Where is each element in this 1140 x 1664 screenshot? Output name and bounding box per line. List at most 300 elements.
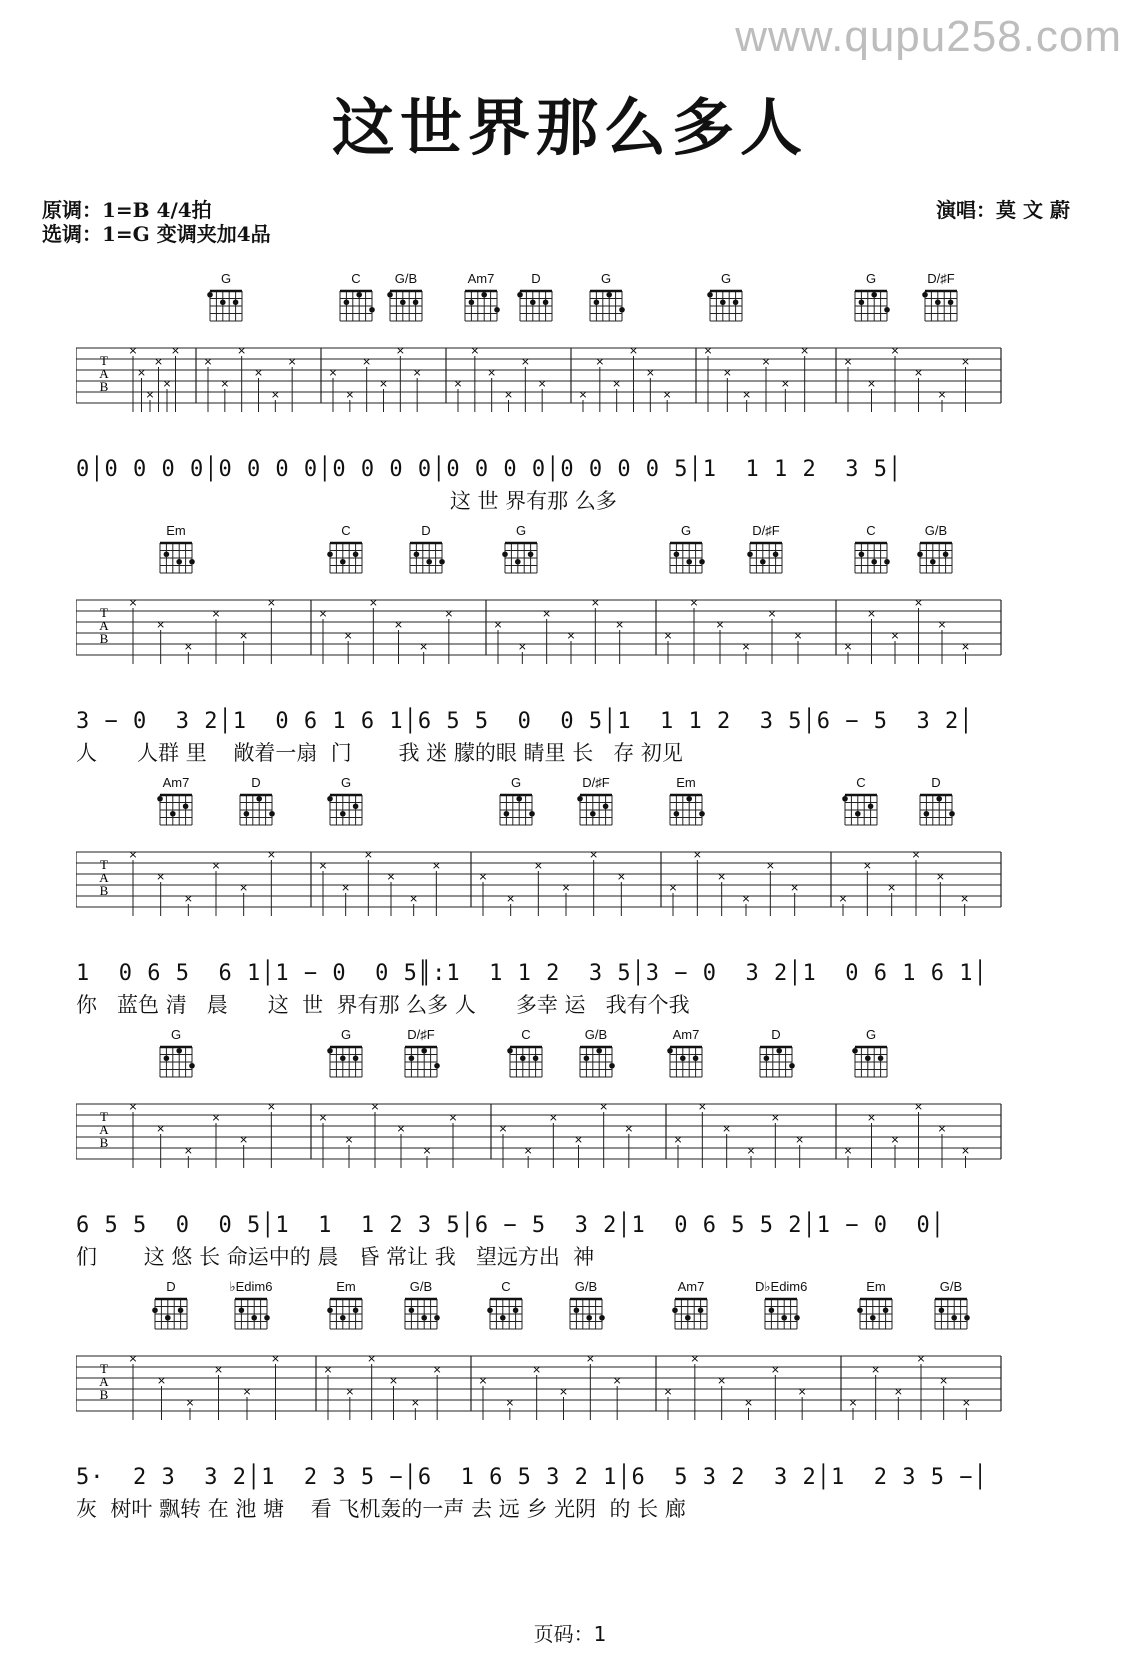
tab-mark: ×	[690, 1352, 700, 1365]
chord-grid	[236, 791, 276, 827]
chord-grid	[576, 791, 616, 827]
tab-mark: ×	[341, 881, 351, 894]
chord-name: G	[170, 1027, 182, 1042]
tab-mark: ×	[663, 629, 673, 642]
tab-staff	[76, 344, 1061, 414]
tab-mark: ×	[162, 377, 172, 390]
chord-grid	[666, 1043, 706, 1079]
tab-mark: ×	[866, 607, 877, 620]
page-number: 页码：1	[533, 1622, 607, 1646]
tab-mark: ×	[573, 1133, 584, 1146]
chord-grid	[916, 539, 956, 575]
chord-grid	[156, 791, 196, 827]
tab-mark: ×	[843, 355, 853, 368]
chord-name: G	[865, 271, 877, 286]
chord-diagram	[480, 1280, 532, 1331]
tab-mark: ×	[211, 859, 221, 872]
chord-diagram	[150, 1028, 202, 1079]
tab-mark: ×	[589, 848, 599, 861]
tab-mark: ×	[156, 618, 166, 631]
tab-mark: ×	[585, 1352, 595, 1365]
note-numbers: 5· 2 3 3 2│1 2 3 5 −│6 1 6 5 3 2 1│6 5 3 2 3 2│1 2 3 5 −│	[76, 1465, 988, 1490]
chord-name: D/♯F	[752, 523, 780, 538]
chord-diagram	[150, 524, 202, 575]
tab-clef-letter: A	[99, 1374, 109, 1389]
original-key: 原调：1=B 4/4拍	[42, 198, 212, 222]
chord-grid	[326, 1295, 366, 1331]
tab-mark: ×	[253, 366, 264, 379]
tab-mark: ×	[318, 607, 328, 620]
chord-grid	[851, 539, 891, 575]
chord-grid	[326, 791, 366, 827]
chord-name: D	[531, 271, 541, 286]
chord-grid	[916, 791, 956, 827]
chord-name: D	[771, 1027, 781, 1042]
tab-mark: ×	[916, 1352, 926, 1365]
chord-name: C	[856, 775, 866, 790]
chord-diagram	[380, 272, 432, 323]
chord-grid	[576, 1043, 616, 1079]
lyrics: 灰 树叶 飘转 在 池 塘 看 飞机轰的一声 去 远 乡 光阴 的 长 廊	[76, 1497, 686, 1521]
chord-name: G/B	[924, 523, 948, 538]
chord-diagram	[200, 272, 252, 323]
tab-mark: ×	[239, 1133, 249, 1146]
numbered-notation	[76, 956, 1061, 992]
chord-name: D/♯F	[407, 1027, 435, 1042]
tab-mark: ×	[395, 344, 405, 357]
chord-grid	[326, 1043, 366, 1079]
score-system	[76, 1280, 1061, 1540]
chord-grid	[851, 287, 891, 323]
tab-mark: ×	[266, 1100, 276, 1113]
chord-name: Em	[676, 775, 696, 790]
chord-name: G	[865, 1027, 877, 1042]
chord-name: D	[931, 775, 941, 790]
tab-clef-letter: T	[100, 605, 108, 620]
tab-clef-letter: A	[99, 1122, 109, 1137]
tab-mark: ×	[533, 859, 543, 872]
chord-grid	[586, 287, 626, 323]
tab-mark: ×	[697, 1100, 707, 1113]
numbered-notation	[76, 1208, 1061, 1244]
lyrics: 你 蓝色 清 晨 这 世 界有那 么多 人 多幸 运 我有个我	[76, 993, 690, 1017]
tab-mark: ×	[503, 388, 514, 401]
chord-grid	[206, 287, 246, 323]
tab-mark: ×	[561, 881, 571, 894]
chord-grid	[931, 1295, 971, 1331]
tab-mark: ×	[795, 1133, 805, 1146]
chord-grid	[501, 539, 541, 575]
score-system	[76, 524, 1061, 784]
tab-mark: ×	[887, 881, 897, 894]
numbered-notation	[76, 1460, 1061, 1496]
tab-mark: ×	[578, 388, 588, 401]
chord-name: G/B	[394, 271, 418, 286]
chord-diagram	[395, 1028, 447, 1079]
note-numbers: 0│0 0 0 0│0 0 0 0│0 0 0 0│0 0 0 0│0 0 0 0 5│1 1 1 2 3 5│	[76, 457, 903, 482]
tab-mark: ×	[183, 640, 193, 653]
tab-mark: ×	[866, 377, 877, 390]
chord-diagram	[910, 524, 962, 575]
chord-diagram	[700, 272, 752, 323]
tab-mark: ×	[498, 1122, 508, 1135]
tab-mark: ×	[318, 859, 328, 872]
chord-diagram	[495, 524, 547, 575]
tab-mark: ×	[662, 388, 672, 401]
tab-mark: ×	[542, 607, 552, 620]
tab-clef-letter: B	[99, 1387, 109, 1402]
chord-grid	[756, 1043, 796, 1079]
chord-diagram	[660, 776, 712, 827]
tab-mark: ×	[767, 607, 777, 620]
tab-mark: ×	[370, 1100, 380, 1113]
chord-diagram	[395, 1280, 447, 1331]
tab-mark: ×	[689, 596, 699, 609]
tab-mark: ×	[128, 848, 138, 861]
chord-name: G	[510, 775, 522, 790]
tab-mark: ×	[211, 607, 221, 620]
tab-mark: ×	[612, 377, 622, 390]
chord-name: D	[421, 523, 431, 538]
tab-mark: ×	[410, 1396, 420, 1409]
tab-mark: ×	[937, 618, 947, 631]
chord-name: G	[340, 1027, 352, 1042]
chord-diagram	[845, 1028, 897, 1079]
chord-grid	[326, 539, 366, 575]
tab-mark: ×	[412, 366, 422, 379]
chord-diagram	[580, 272, 632, 323]
tab-mark: ×	[893, 1385, 903, 1398]
chord-diagram	[925, 1280, 977, 1331]
tab-mark: ×	[616, 870, 626, 883]
chord-diagram	[320, 776, 372, 827]
tab-mark: ×	[239, 881, 249, 894]
chord-diagram	[150, 776, 202, 827]
tab-mark: ×	[615, 618, 625, 631]
tab-clef-letter: T	[100, 857, 108, 872]
tab-mark: ×	[537, 377, 547, 390]
tab-mark: ×	[128, 1352, 138, 1365]
chord-name: G	[720, 271, 732, 286]
chord-row	[76, 524, 1061, 582]
chord-diagram	[330, 272, 382, 323]
tab-mark: ×	[153, 355, 164, 368]
tab-mark: ×	[393, 618, 404, 631]
chord-diagram	[500, 1028, 552, 1079]
chord-diagram	[320, 1280, 372, 1331]
tab-mark: ×	[444, 607, 454, 620]
tab-mark: ×	[203, 355, 213, 368]
tab-mark: ×	[487, 366, 497, 379]
chord-name: C	[501, 1279, 511, 1294]
tab-mark: ×	[624, 1122, 634, 1135]
tab-mark: ×	[663, 1385, 673, 1398]
tab-mark: ×	[237, 344, 247, 357]
tab-mark: ×	[911, 848, 921, 861]
tab-mark: ×	[128, 344, 138, 357]
tab-mark: ×	[843, 640, 853, 653]
tab-mark: ×	[668, 881, 678, 894]
chord-diagram	[400, 524, 452, 575]
tab-mark: ×	[722, 1122, 732, 1135]
tab-mark: ×	[913, 1100, 924, 1113]
tab-mark: ×	[722, 366, 732, 379]
tab-clef-letter: B	[99, 379, 109, 394]
tab-mark: ×	[645, 366, 655, 379]
chord-grid	[496, 791, 536, 827]
chord-grid	[461, 287, 501, 323]
tab-mark: ×	[599, 1100, 609, 1113]
chord-name: C	[521, 1027, 531, 1042]
tab-clef-letter: A	[99, 870, 109, 885]
tab-mark: ×	[866, 1111, 877, 1124]
tab-mark: ×	[409, 892, 419, 905]
tab-mark: ×	[323, 1363, 333, 1376]
tab-mark: ×	[211, 1111, 221, 1124]
chord-diagram	[910, 776, 962, 827]
chord-diagram	[145, 1280, 197, 1331]
tab-mark: ×	[566, 629, 576, 642]
chord-name: G/B	[409, 1279, 433, 1294]
tab-mark: ×	[270, 1352, 281, 1365]
chord-grid	[156, 1043, 196, 1079]
tab-mark: ×	[800, 344, 810, 357]
chord-name: G	[515, 523, 527, 538]
chord-diagram	[490, 776, 542, 827]
tab-mark: ×	[793, 629, 803, 642]
tab-mark: ×	[128, 596, 138, 609]
chord-diagram	[560, 1280, 612, 1331]
tab-mark: ×	[239, 629, 249, 642]
tab-mark: ×	[746, 1144, 756, 1157]
chord-name: Em	[866, 1279, 886, 1294]
note-numbers: 6 5 5 0 0 5│1 1 1 2 3 5│6 − 5 3 2│1 0 6 5 5 2│1 − 0 0│	[76, 1213, 945, 1238]
chord-name: D♭Edim6	[755, 1279, 808, 1294]
tab-mark: ×	[843, 1144, 853, 1157]
tab-staff	[76, 1100, 1061, 1170]
tab-mark: ×	[242, 1385, 252, 1398]
tab-mark: ×	[505, 1396, 515, 1409]
numbered-notation	[76, 704, 1061, 740]
chord-diagram	[845, 524, 897, 575]
tab-mark: ×	[156, 1122, 166, 1135]
tab-mark: ×	[692, 848, 702, 861]
chord-grid	[761, 1295, 801, 1331]
tab-mark: ×	[743, 1396, 754, 1409]
chord-grid	[666, 539, 706, 575]
tab-mark: ×	[170, 344, 181, 357]
tab-mark: ×	[961, 1396, 971, 1409]
tab-mark: ×	[770, 1363, 780, 1376]
tab-mark: ×	[266, 848, 276, 861]
tab-mark: ×	[318, 1111, 328, 1124]
chord-name: Am7	[162, 775, 190, 790]
chord-name: G	[340, 775, 352, 790]
chord-diagram	[750, 1028, 802, 1079]
tab-mark: ×	[937, 388, 947, 401]
tab-mark: ×	[890, 629, 900, 642]
chord-grid	[516, 287, 556, 323]
chord-row	[76, 272, 1061, 330]
chord-diagram	[320, 524, 372, 575]
chord-grid	[671, 1295, 711, 1331]
chord-diagram	[510, 272, 562, 323]
tab-mark: ×	[960, 640, 971, 653]
chord-name: C	[341, 523, 351, 538]
lyrics: 这 世 界有那 么多	[76, 489, 617, 513]
chord-diagram	[850, 1280, 902, 1331]
tab-clef-letter: A	[99, 618, 109, 633]
tab-mark: ×	[345, 388, 355, 401]
tab-clef-letter: B	[99, 1135, 109, 1150]
chord-grid	[746, 539, 786, 575]
chord-diagram	[665, 1280, 717, 1331]
chord-name: D/♯F	[582, 775, 610, 790]
chord-diagram	[845, 272, 897, 323]
chord-name: C	[351, 271, 361, 286]
chord-grid	[666, 791, 706, 827]
chord-diagram	[570, 776, 622, 827]
tab-mark: ×	[717, 1374, 727, 1387]
tab-mark: ×	[378, 377, 389, 390]
chord-grid	[506, 1043, 546, 1079]
tab-mark: ×	[388, 1374, 399, 1387]
chord-grid	[566, 1295, 606, 1331]
tab-mark: ×	[742, 388, 752, 401]
chord-diagram	[455, 272, 507, 323]
tab-mark: ×	[422, 1144, 432, 1157]
tab-clef-letter: T	[100, 1361, 108, 1376]
chord-name: Am7	[677, 1279, 705, 1294]
chord-grid	[706, 287, 746, 323]
chord-grid	[486, 1295, 526, 1331]
chord-grid	[386, 287, 426, 323]
tab-mark: ×	[493, 618, 503, 631]
tab-mark: ×	[741, 892, 751, 905]
tab-mark: ×	[517, 640, 527, 653]
chord-name: D	[166, 1279, 176, 1294]
tab-mark: ×	[770, 1111, 780, 1124]
tab-mark: ×	[871, 1363, 881, 1376]
tab-mark: ×	[368, 596, 378, 609]
tab-mark: ×	[183, 1144, 193, 1157]
chord-grid	[856, 1295, 896, 1331]
chord-grid	[921, 287, 961, 323]
tab-mark: ×	[431, 859, 441, 872]
tab-mark: ×	[448, 1111, 458, 1124]
chord-name: G/B	[584, 1027, 608, 1042]
tab-mark: ×	[862, 859, 872, 872]
tab-clef-letter: T	[100, 1109, 108, 1124]
tab-mark: ×	[453, 377, 463, 390]
chord-grid	[156, 539, 196, 575]
tab-mark: ×	[890, 1133, 900, 1146]
watermark: www.qupu258.com	[735, 12, 1122, 61]
chord-name: ♭Edim6	[229, 1279, 273, 1294]
tab-mark: ×	[266, 596, 276, 609]
tab-staff	[76, 596, 1061, 666]
tab-mark: ×	[328, 366, 338, 379]
chord-row	[76, 776, 1061, 834]
tab-mark: ×	[838, 892, 848, 905]
tab-mark: ×	[523, 1144, 533, 1157]
chord-row	[76, 1280, 1061, 1338]
tab-mark: ×	[890, 344, 900, 357]
tab-staff	[76, 848, 1061, 918]
tab-mark: ×	[363, 848, 373, 861]
tab-mark: ×	[558, 1385, 569, 1398]
tab-mark: ×	[419, 640, 429, 653]
tab-mark: ×	[797, 1385, 807, 1398]
chord-name: G/B	[574, 1279, 598, 1294]
tab-mark: ×	[183, 892, 193, 905]
chord-name: Am7	[672, 1027, 700, 1042]
tab-staff	[76, 1352, 1061, 1422]
tab-mark: ×	[344, 1133, 354, 1146]
chord-diagram	[230, 776, 282, 827]
chord-name: G	[220, 271, 232, 286]
key-info	[42, 198, 271, 246]
tab-mark: ×	[506, 892, 516, 905]
chord-diagram	[660, 524, 712, 575]
score-system	[76, 776, 1061, 1036]
lyrics: 们 这 悠 长 命运中的 晨 昏 常让 我 望远方出 神	[76, 1245, 595, 1269]
note-numbers: 1 0 6 5 6 1│1 − 0 0 5║:1 1 1 2 3 5│3 − 0 3 2│1 0 6 1 6 1│	[76, 961, 988, 986]
tab-mark: ×	[343, 629, 353, 642]
tab-mark: ×	[765, 859, 775, 872]
chord-grid	[406, 539, 446, 575]
chord-name: C	[866, 523, 876, 538]
score-system	[76, 1028, 1061, 1288]
tab-mark: ×	[478, 1374, 488, 1387]
tab-mark: ×	[470, 344, 480, 357]
chord-diagram	[225, 1280, 277, 1331]
note-numbers: 3 − 0 3 2│1 0 6 1 6 1│6 5 5 0 0 5│1 1 1 2 3 5│6 − 5 3 2│	[76, 709, 974, 734]
tab-mark: ×	[960, 892, 970, 905]
numbered-notation	[76, 452, 1061, 488]
tab-mark: ×	[287, 355, 297, 368]
chord-grid	[231, 1295, 271, 1331]
chord-diagram	[915, 272, 967, 323]
tab-mark: ×	[270, 388, 280, 401]
chord-grid	[401, 1043, 441, 1079]
chord-diagram	[660, 1028, 712, 1079]
tab-mark: ×	[213, 1363, 224, 1376]
tab-mark: ×	[848, 1396, 858, 1409]
chord-grid	[851, 1043, 891, 1079]
chord-name: Em	[336, 1279, 356, 1294]
tab-mark: ×	[386, 870, 396, 883]
score-system	[76, 272, 1061, 532]
chord-grid	[336, 287, 376, 323]
tab-mark: ×	[396, 1122, 406, 1135]
tab-mark: ×	[935, 870, 945, 883]
chord-diagram	[740, 524, 792, 575]
tab-mark: ×	[741, 640, 751, 653]
chord-name: G	[600, 271, 612, 286]
tab-clef-letter: T	[100, 353, 108, 368]
chord-grid	[401, 1295, 441, 1331]
tab-mark: ×	[145, 388, 155, 401]
tab-mark: ×	[715, 618, 725, 631]
tab-clef-letter: A	[99, 366, 109, 381]
tab-mark: ×	[136, 366, 147, 379]
chosen-key: 选调：1=G 变调夹加4品	[42, 222, 271, 246]
chord-name: Am7	[467, 271, 495, 286]
tab-mark: ×	[590, 596, 600, 609]
tab-mark: ×	[939, 1374, 949, 1387]
tab-mark: ×	[548, 1111, 558, 1124]
